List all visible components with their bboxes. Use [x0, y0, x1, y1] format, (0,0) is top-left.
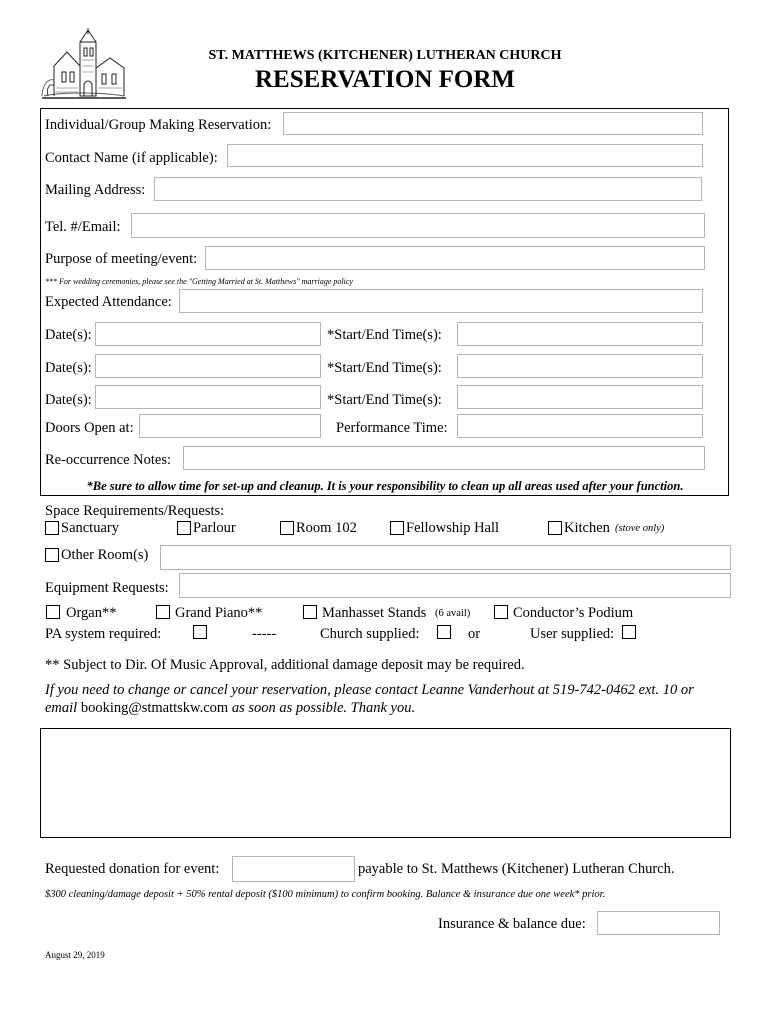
kitchen-label: Kitchen	[564, 520, 610, 536]
doors-open-label: Doors Open at:	[45, 420, 134, 436]
pa-dashes: -----	[252, 626, 277, 642]
change-note-line2	[45, 700, 415, 717]
purpose-label: Purpose of meeting/event:	[45, 251, 198, 267]
individual-group-input[interactable]	[283, 112, 703, 135]
equipment-input[interactable]	[179, 573, 731, 598]
start-end-label-1: *Start/End Time(s):	[327, 327, 442, 343]
attendance-input[interactable]	[179, 289, 703, 313]
grand-piano-checkbox[interactable]	[156, 605, 170, 619]
space-heading: Space Requirements/Requests:	[45, 503, 225, 519]
or-label: or	[468, 626, 481, 642]
insurance-input[interactable]	[597, 911, 720, 935]
tel-email-input[interactable]	[131, 213, 705, 238]
dates-label-1: Date(s):	[45, 327, 92, 343]
conductors-podium-label: Conductor’s Podium	[513, 605, 634, 621]
user-supplied-label: User supplied:	[530, 626, 615, 642]
sanctuary-checkbox[interactable]	[45, 521, 59, 535]
mailing-address-label: Mailing Address:	[45, 182, 146, 198]
notes-box[interactable]	[40, 728, 731, 838]
pa-system-checkbox[interactable]	[193, 625, 207, 639]
dates-input-1[interactable]	[95, 322, 321, 346]
kitchen-checkbox[interactable]	[548, 521, 562, 535]
church-supplied-label: Church supplied:	[320, 626, 420, 642]
dates-input-2[interactable]	[95, 354, 321, 378]
dates-label-3: Date(s):	[45, 392, 92, 408]
kitchen-note: (stove only)	[615, 523, 665, 534]
parlour-checkbox[interactable]	[177, 521, 191, 535]
organ-label: Organ**	[66, 605, 117, 621]
deposit-note: $300 cleaning/damage deposit + 50% rental deposit ($100 minimum) to confirm booking. Balance & insurance due one week* prior.	[45, 889, 606, 900]
manhasset-stands-label: Manhasset Stands	[322, 605, 427, 621]
conductors-podium-checkbox[interactable]	[494, 605, 508, 619]
change-note-line1: If you need to change or cancel your reservation, please contact Leanne Vanderhout at 519-742-0462 ext. 10 or	[45, 682, 694, 698]
manhasset-stands-checkbox[interactable]	[303, 605, 317, 619]
purpose-input[interactable]	[205, 246, 705, 270]
church-supplied-checkbox[interactable]	[437, 625, 451, 639]
donation-label: Requested donation for event:	[45, 861, 220, 877]
user-supplied-checkbox[interactable]	[622, 625, 636, 639]
room102-checkbox[interactable]	[280, 521, 294, 535]
pa-system-label: PA system required:	[45, 626, 162, 642]
start-end-input-1[interactable]	[457, 322, 703, 346]
start-end-label-2: *Start/End Time(s):	[327, 360, 442, 376]
start-end-label-3: *Start/End Time(s):	[327, 392, 442, 408]
parlour-label: Parlour	[193, 520, 236, 536]
equipment-heading: Equipment Requests:	[45, 580, 169, 596]
booking-email[interactable]: booking@stmattskw.com	[80, 700, 229, 716]
contact-name-label: Contact Name (if applicable):	[45, 150, 218, 166]
change-email-prefix: email	[45, 700, 78, 716]
wedding-note: *** For wedding ceremonies, please see the "Getting Married at St. Matthews" marriage policy	[45, 277, 353, 286]
room102-label: Room 102	[296, 520, 357, 536]
cleanup-note: *Be sure to allow time for set-up and cleanup. It is your responsibility to clean up all areas used after your function.	[86, 479, 684, 493]
start-end-input-2[interactable]	[457, 354, 703, 378]
church-name: ST. MATTHEWS (KITCHENER) LUTHERAN CHURCH	[208, 48, 562, 63]
individual-group-label: Individual/Group Making Reservation:	[45, 117, 272, 133]
change-suffix: as soon as possible. Thank you.	[231, 700, 416, 716]
footer-date: August 29, 2019	[45, 950, 105, 960]
performance-time-input[interactable]	[457, 414, 703, 438]
other-rooms-input[interactable]	[160, 545, 731, 570]
insurance-label: Insurance & balance due:	[438, 916, 586, 932]
other-rooms-label: Other Room(s)	[61, 547, 149, 563]
contact-name-input[interactable]	[227, 144, 703, 167]
mailing-address-input[interactable]	[154, 177, 702, 201]
form-title: RESERVATION FORM	[254, 66, 516, 93]
donation-input[interactable]	[232, 856, 355, 882]
sanctuary-label: Sanctuary	[61, 520, 119, 536]
attendance-label: Expected Attendance:	[45, 294, 172, 310]
doors-open-input[interactable]	[139, 414, 321, 438]
fellowship-hall-label: Fellowship Hall	[406, 520, 500, 536]
tel-email-label: Tel. #/Email:	[45, 219, 121, 235]
grand-piano-label: Grand Piano**	[175, 605, 263, 621]
dates-label-2: Date(s):	[45, 360, 92, 376]
reoccurrence-input[interactable]	[183, 446, 705, 470]
organ-checkbox[interactable]	[46, 605, 60, 619]
dates-input-3[interactable]	[95, 385, 321, 409]
performance-time-label: Performance Time:	[336, 420, 448, 436]
fellowship-hall-checkbox[interactable]	[390, 521, 404, 535]
manhasset-note: (6 avail)	[435, 608, 471, 619]
other-rooms-checkbox[interactable]	[45, 548, 59, 562]
start-end-input-3[interactable]	[457, 385, 703, 409]
approval-note: ** Subject to Dir. Of Music Approval, additional damage deposit may be required.	[45, 657, 525, 673]
payable-label: payable to St. Matthews (Kitchener) Lutheran Church.	[358, 861, 675, 877]
reoccurrence-label: Re-occurrence Notes:	[45, 452, 172, 468]
